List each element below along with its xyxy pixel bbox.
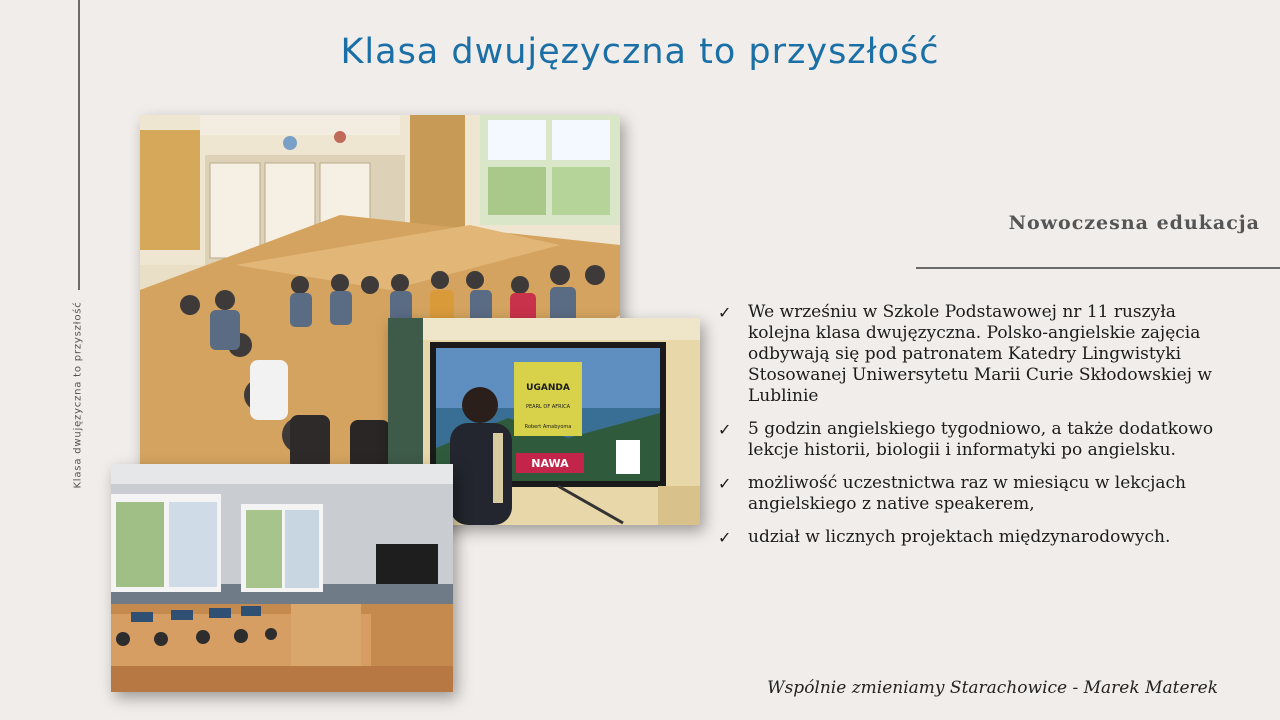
bullet-text: We wrześniu w Szkole Podstawowej nr 11 ruszyła kolejna klasa dwujęzyczna. Polsko-angielskie zajęcia odbywają się pod patronatem Katedry Lingwistyki Stosowanej Uniwersytetu Marii Curie Skłodowskiej w Lublinie: [748, 302, 1212, 406]
footer-signature: Wspólnie zmieniamy Starachowice - Marek Materek: [767, 678, 1218, 698]
side-label: Klasa dwujęzyczna to przyszłość: [72, 301, 84, 489]
photo-language-lab: [111, 464, 453, 692]
list-item: [718, 527, 1238, 548]
screen-slide-tagline: PEARL OF AFRICA: [525, 404, 571, 410]
list-item: [718, 419, 1238, 461]
screen-slide-logo: NAWA: [531, 457, 569, 470]
bullet-text: 5 godzin angielskiego tygodniowo, a także dodatkowo lekcje historii, biologii i informatyki po angielsku.: [748, 419, 1214, 460]
list-item: [718, 302, 1238, 407]
list-item: [718, 473, 1238, 515]
subtitle-rule: [916, 267, 1280, 269]
bullet-text: możliwość uczestnictwa raz w miesiącu w lekcjach angielskiego z native speakerem,: [748, 473, 1187, 514]
screen-slide-heading: UGANDA: [526, 383, 570, 393]
section-subtitle: Nowoczesna edukacja: [1008, 212, 1260, 234]
page-title: Klasa dwujęzyczna to przyszłość: [340, 32, 940, 72]
checkmark-icon: ✓: [718, 420, 732, 439]
checkmark-icon: ✓: [718, 528, 732, 547]
screen-slide-presenter: Robert Amabyoma: [524, 424, 572, 430]
bullet-list: [718, 302, 1238, 560]
bullet-text: udział w licznych projektach międzynarodowych.: [748, 527, 1171, 547]
checkmark-icon: ✓: [718, 474, 732, 493]
checkmark-icon: ✓: [718, 303, 732, 322]
